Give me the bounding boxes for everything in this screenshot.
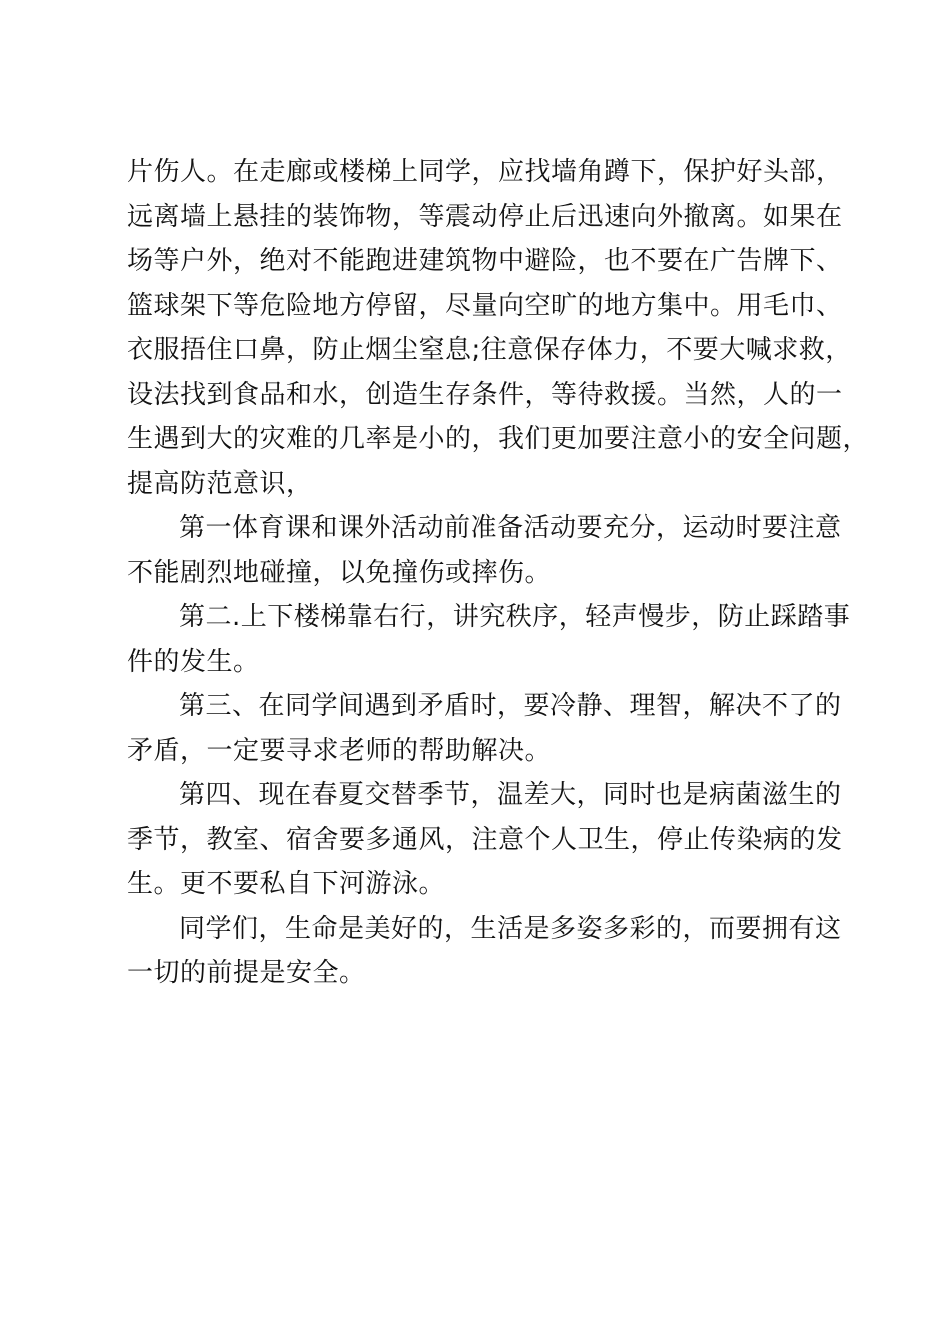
text-line: 一切的前提是安全。 [127, 958, 366, 988]
text-line: 生遇到大的灾难的几率是小的，我们更加要注意小的安全问题， [127, 424, 870, 454]
paragraph-first-line: 第四、现在春夏交替季节，温差大，同时也是病菌滋生的 [179, 780, 842, 810]
text-line: 篮球架下等危险地方停留，尽量向空旷的地方集中。用毛巾、 [127, 290, 843, 321]
paragraph-first-line: 第三、在同学间遇到矛盾时，要冷静、理智，解决不了的 [179, 691, 842, 721]
text-line: 设法找到食品和水，创造生存条件，等待救援。当然，人的一 [127, 379, 843, 410]
paragraph-first-line: 第二.上下楼梯靠右行，讲究秩序，轻声慢步，防止踩踏事 [179, 602, 851, 632]
text-line: 远离墙上悬挂的装饰物，等震动停止后迅速向外撤离。如果在 [127, 201, 843, 232]
paragraph-first-line: 同学们，生命是美好的，生活是多姿多彩的，而要拥有这 [179, 913, 842, 944]
text-line: 矛盾，一定要寻求老师的帮助解决。 [127, 735, 552, 766]
text-line: 不能剧烈地碰撞，以免撞伤或摔伤。 [127, 557, 552, 588]
document-body [127, 150, 870, 996]
text-line: 生。更不要私自下河游泳。 [127, 869, 446, 899]
text-line: 件的发生。 [127, 646, 260, 677]
text-line: 季节，教室、宿舍要多通风，注意个人卫生，停止传染病的发 [127, 824, 843, 855]
text-line: 场等户外，绝对不能跑进建筑物中避险，也不要在广告牌下、 [127, 246, 843, 276]
text-line: 提高防范意识， [127, 468, 313, 499]
text-line: 衣服捂住口鼻，防止烟尘窒息;往意保存体力，不要大喊求救， [127, 335, 852, 365]
paragraph-first-line: 第一体育课和课外活动前准备活动要充分，运动时要注意 [179, 513, 842, 543]
text-line: 片伤人。在走廊或楼梯上同学，应找墙角蹲下，保护好头部， [127, 157, 843, 187]
